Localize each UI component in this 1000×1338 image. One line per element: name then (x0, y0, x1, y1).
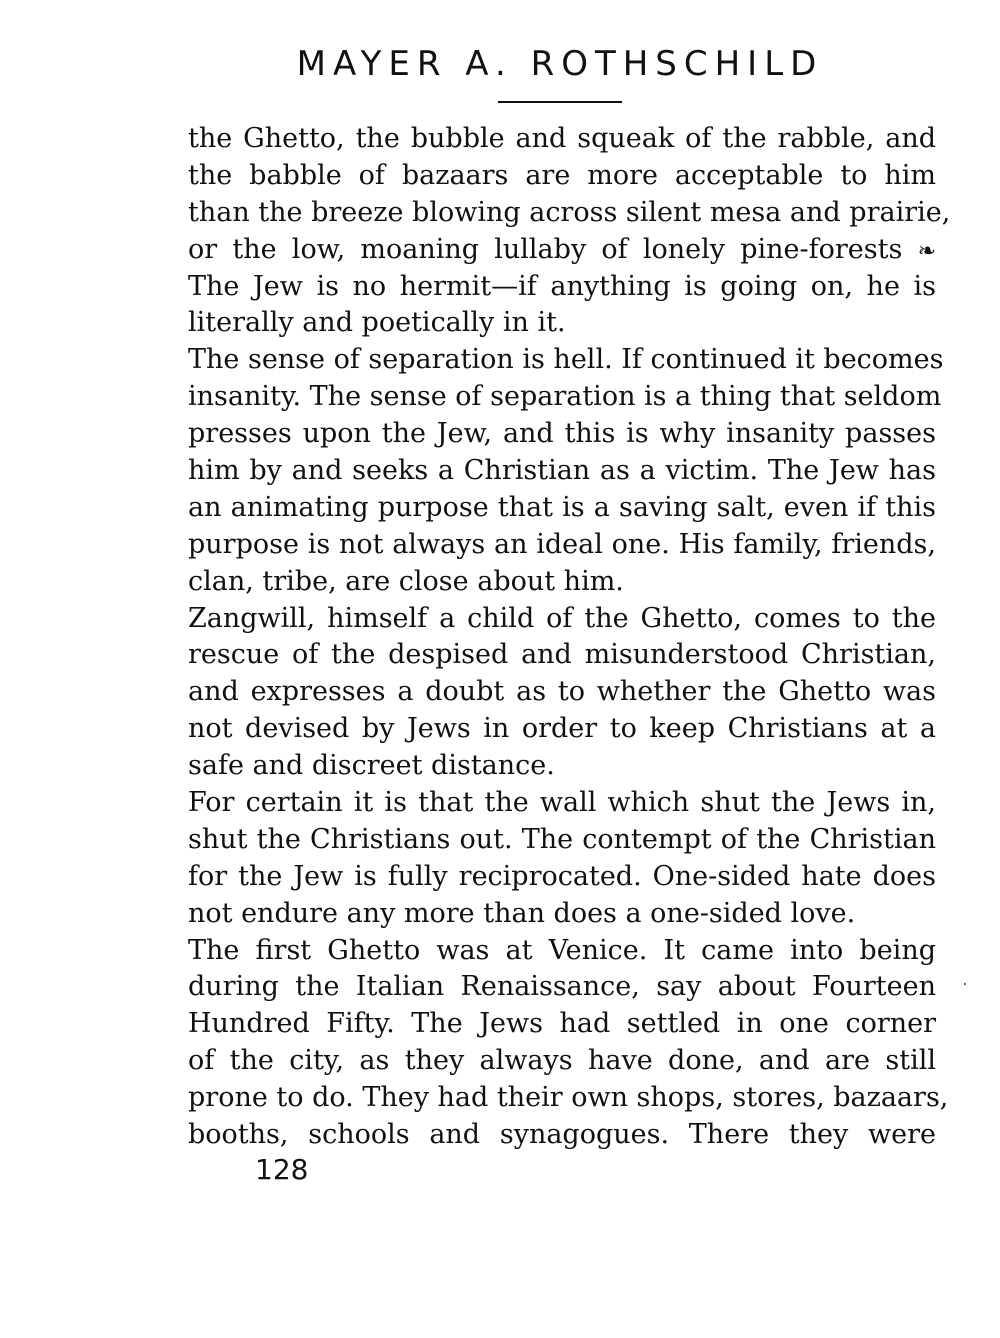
text-line: not devised by Jews in order to keep Christians at a (188, 713, 936, 745)
text-line: not endure any more than does a one-sided love. (188, 897, 856, 929)
text-line: presses upon the Jew, and this is why insanity passes (188, 418, 936, 450)
text-line: an animating purpose that is a saving salt, even if this (188, 491, 936, 523)
scan-speck (964, 983, 966, 985)
text-line: shut the Christians out. The contempt of the Christian (188, 823, 936, 855)
text-line: than the breeze blowing across silent mesa and prairie, (188, 196, 951, 228)
text-line: prone to do. They had their own shops, stores, bazaars, (188, 1082, 949, 1114)
text-line: or the low, moaning lullaby of lonely pine-forests (188, 233, 903, 265)
text-line: Hundred Fifty. The Jews had settled in one corner (188, 1008, 936, 1040)
text-line: and expresses a doubt as to whether the Ghetto was (188, 676, 936, 708)
text-line: the Ghetto, the bubble and squeak of the rabble, and (188, 123, 936, 154)
text-line: him by and seeks a Christian as a victim. The Jew has (188, 455, 936, 487)
header-rule (498, 101, 622, 103)
text-line: The sense of separation is hell. If continued it becomes (188, 344, 944, 376)
text-line: purpose is not always an ideal one. His family, friends, (188, 528, 936, 560)
running-head-title: MAYER A. ROTHSCHILD (296, 44, 824, 84)
text-line: during the Italian Renaissance, say about Fourteen (188, 971, 936, 1003)
body-text (188, 121, 951, 1154)
text-line: literally and poetically in it. (188, 307, 566, 339)
text-line: for the Jew is fully reciprocated. One-sided hate does (188, 860, 936, 892)
text-line: safe and discreet distance. (188, 750, 555, 782)
text-line: booths, schools and synagogues. There they were (188, 1119, 936, 1151)
text-line: of the city, as they always have done, and are still (188, 1045, 936, 1077)
page-number: 128 (255, 1153, 309, 1186)
text-line: Zangwill, himself a child of the Ghetto, comes to the (188, 602, 936, 634)
text-line: the babble of bazaars are more acceptable to him (188, 159, 936, 191)
text-line: insanity. The sense of separation is a thing that seldom (188, 381, 942, 413)
text-line: For certain it is that the wall which shut the Jews in, (188, 787, 936, 819)
text-line: The Jew is no hermit—if anything is going on, he is (188, 270, 936, 302)
fleuron-ornament-icon: ❧ (917, 238, 936, 264)
text-line: The first Ghetto was at Venice. It came into being (188, 934, 936, 966)
text-line-with-ornament (188, 232, 936, 269)
text-line: clan, tribe, are close about him. (188, 565, 624, 597)
text-line: rescue of the despised and misunderstood Christian, (188, 639, 936, 671)
